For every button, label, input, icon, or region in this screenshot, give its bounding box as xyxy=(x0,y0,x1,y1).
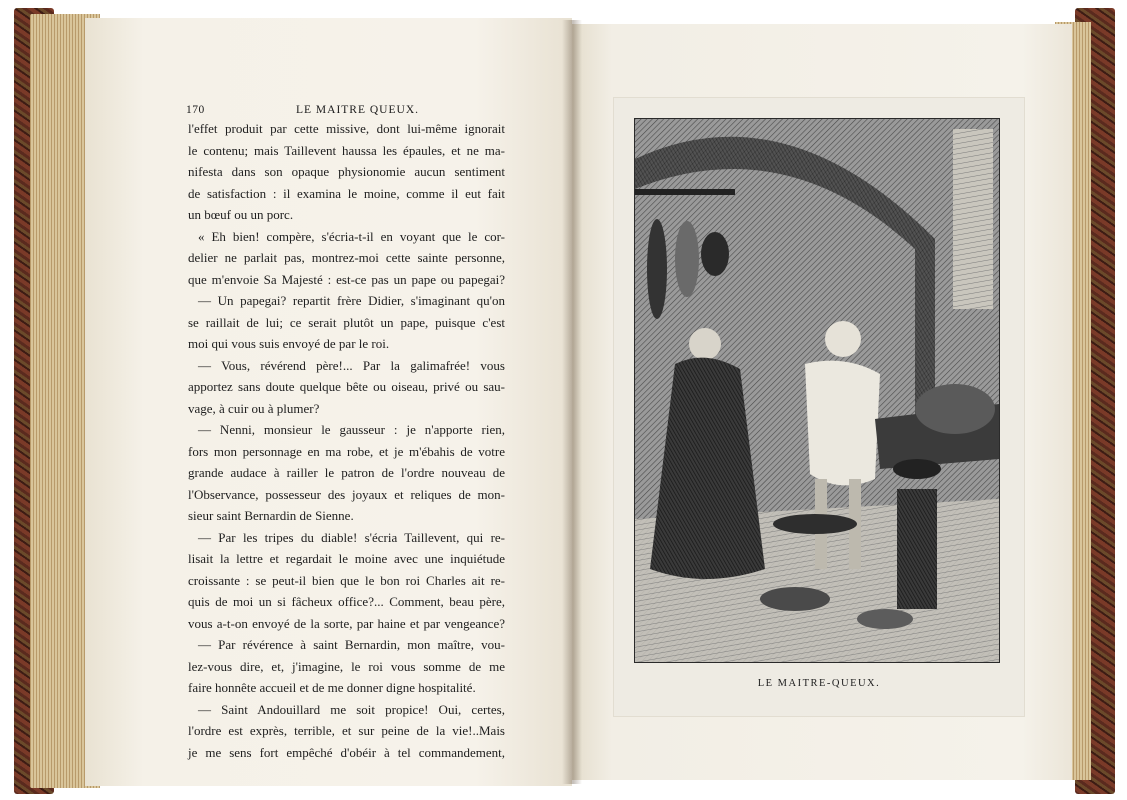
text-line: — Nenni, monsieur le gausseur : je n'apporte rien, xyxy=(198,422,505,437)
text-line: vous a-t-on envoyé de la sorte, par haine et par vengeance? xyxy=(188,615,505,631)
text-line: — Par révérence à saint Bernardin, mon maître, vou- xyxy=(198,637,505,652)
text-line: lez-vous dire, et, j'imagine, le roi vous somme de me xyxy=(188,658,505,674)
text-line: croissante : se peut-il bien que le bon roi Charles ait re- xyxy=(188,572,505,588)
body-text xyxy=(188,118,505,763)
text-line: vage, à cuir ou à plumer? xyxy=(188,400,320,416)
text-line: — Vous, révérend père!... Par la galimafrée! vous xyxy=(198,357,505,373)
text-line: un bœuf ou un porc. xyxy=(188,207,294,222)
text-line: grande audace à railler le patron de l'ordre nouveau de xyxy=(188,465,505,480)
book-gutter xyxy=(562,20,582,784)
text-line: que m'envoie Sa Majesté : est-ce pas un pape ou papegai? xyxy=(188,271,505,287)
kitchen-scene-engraving xyxy=(635,119,999,662)
text-line: — Saint Andouillard me soit propice! Oui, certes, xyxy=(198,701,505,717)
plate-caption: LE MAITRE-QUEUX. xyxy=(757,678,881,689)
text-line: je me sens fort empêché d'obéir à tel commandement, xyxy=(188,744,505,760)
page-number: 170 xyxy=(186,104,205,116)
text-line: apportez sans doute quelque bête ou oiseau, privé ou sau- xyxy=(188,379,505,394)
text-line: « Eh bien! compère, s'écria-t-il en voyant que le cor- xyxy=(198,228,505,244)
text-line: — Par les tripes du diable! s'écria Taillevent, qui re- xyxy=(198,529,505,545)
text-line: fors mon personnage en ma robe, et je m'ébahis de votre xyxy=(188,443,505,459)
text-line: l'effet produit par cette missive, dont lui-même ignorait xyxy=(188,121,505,136)
text-line: sieur saint Bernardin de Sienne. xyxy=(188,508,354,523)
running-title: LE MAITRE QUEUX. xyxy=(296,104,419,116)
text-line: — Un papegai? repartit frère Didier, s'imaginant qu'on xyxy=(198,293,505,308)
engraving-illustration xyxy=(634,118,1000,663)
text-line: se raillait de lui; ce serait plutôt un pape, puisque c'est xyxy=(188,314,505,330)
text-line: l'Observance, possesseur des joyaux et reliques de mon- xyxy=(188,486,505,502)
text-line: quis de moi un si fâcheux office?... Comment, beau père, xyxy=(188,594,505,609)
text-line: l'ordre est exprès, terrible, et sur peine de la vie!..Mais xyxy=(188,723,505,738)
text-line: de satisfaction : il examina le moine, comme il eut fait xyxy=(188,185,505,201)
text-line: le contenu; mais Taillevent haussa les épaules, et ne ma- xyxy=(188,142,505,158)
text-line: moi qui vous suis envoyé de par le roi. xyxy=(188,336,390,351)
text-line: faire honnête accueil et de me donner digne hospitalité. xyxy=(188,680,476,695)
text-line: nifesta dans son opaque physionomie aucun sentiment xyxy=(188,164,505,179)
text-line: lisait la lettre et regardait le moine avec une inquiétude xyxy=(188,551,505,566)
text-line: delier ne parlait pas, montrez-moi cette sainte personne, xyxy=(188,250,505,265)
